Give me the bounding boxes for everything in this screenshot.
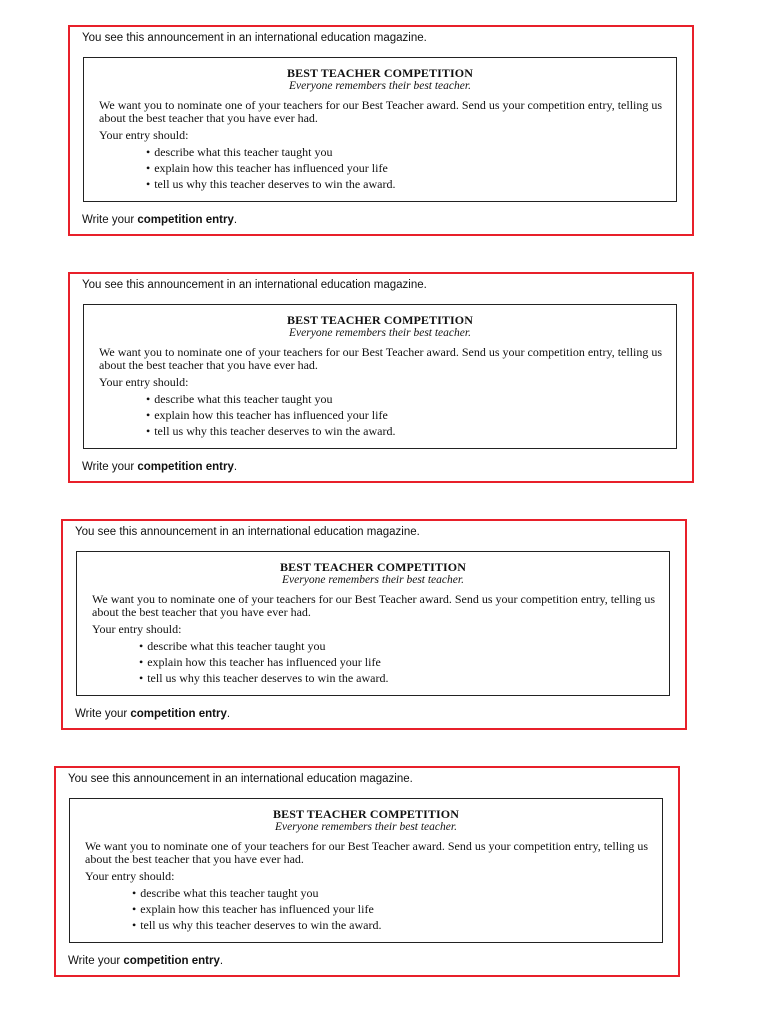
list-item — [132, 901, 381, 917]
entry-label: Your entry should: — [99, 375, 189, 389]
entry-requirements-list — [132, 885, 381, 933]
list-item — [146, 144, 395, 160]
list-item — [146, 160, 395, 176]
instruction-bold: competition entry — [130, 708, 227, 720]
instruction-text — [82, 461, 237, 473]
bullet-icon: • — [132, 918, 137, 932]
competition-body: We want you to nominate one of your teachers for our Best Teacher award. Send us your competition entry, telling us about the best teacher that you have ever had. — [85, 839, 649, 866]
instruction-prefix: Write your — [82, 461, 138, 473]
announcement-box — [83, 304, 677, 449]
entry-label: Your entry should: — [99, 128, 189, 142]
bullet-icon: • — [139, 639, 144, 653]
competition-title: BEST TEACHER COMPETITION — [279, 560, 466, 574]
announcement-box — [83, 57, 677, 202]
bullet-icon: • — [139, 655, 144, 669]
list-item — [139, 654, 388, 670]
entry-requirements-list — [146, 144, 395, 192]
bullet-icon: • — [146, 145, 151, 159]
list-item-text: explain how this teacher has influenced your life — [154, 408, 388, 422]
entry-label: Your entry should: — [92, 622, 182, 636]
entry-requirements-list — [139, 638, 388, 686]
competition-body: We want you to nominate one of your teachers for our Best Teacher award. Send us your competition entry, telling us about the best teacher that you have ever had. — [99, 345, 663, 372]
instruction-bold: competition entry — [137, 214, 234, 226]
competition-title: BEST TEACHER COMPETITION — [272, 807, 459, 821]
intro-text: You see this announcement in an international education magazine. — [75, 526, 420, 538]
intro-text: You see this announcement in an international education magazine. — [68, 773, 413, 785]
list-item — [146, 407, 395, 423]
instruction-suffix: . — [233, 214, 238, 226]
announcement-card-3 — [61, 519, 687, 730]
instruction-text — [82, 214, 237, 226]
announcement-card-1 — [68, 25, 694, 236]
bullet-icon: • — [146, 392, 151, 406]
competition-body: We want you to nominate one of your teachers for our Best Teacher award. Send us your competition entry, telling us about the best teacher that you have ever had. — [99, 98, 663, 125]
instruction-prefix: Write your — [82, 214, 138, 226]
announcement-card-2 — [68, 272, 694, 483]
bullet-icon: • — [139, 671, 144, 685]
list-item-text: describe what this teacher taught you — [154, 392, 333, 406]
competition-title: BEST TEACHER COMPETITION — [286, 66, 473, 80]
list-item-text: tell us why this teacher deserves to win the award. — [154, 424, 396, 438]
list-item-text: describe what this teacher taught you — [140, 886, 319, 900]
list-item-text: explain how this teacher has influenced your life — [140, 902, 374, 916]
instruction-prefix: Write your — [68, 955, 124, 967]
bullet-icon: • — [146, 408, 151, 422]
list-item-text: tell us why this teacher deserves to win the award. — [140, 918, 382, 932]
entry-requirements-list — [146, 391, 395, 439]
instruction-text — [68, 955, 223, 967]
bullet-icon: • — [146, 424, 151, 438]
competition-subtitle: Everyone remembers their best teacher. — [282, 574, 464, 586]
list-item — [132, 917, 381, 933]
announcement-box — [69, 798, 663, 943]
bullet-icon: • — [146, 161, 151, 175]
competition-subtitle: Everyone remembers their best teacher. — [289, 80, 471, 92]
intro-text: You see this announcement in an international education magazine. — [82, 279, 427, 291]
competition-subtitle: Everyone remembers their best teacher. — [275, 821, 457, 833]
announcement-card-4 — [54, 766, 680, 977]
instruction-bold: competition entry — [137, 461, 234, 473]
instruction-prefix: Write your — [75, 708, 131, 720]
competition-title: BEST TEACHER COMPETITION — [286, 313, 473, 327]
bullet-icon: • — [132, 902, 137, 916]
list-item-text: describe what this teacher taught you — [154, 145, 333, 159]
list-item-text: explain how this teacher has influenced your life — [154, 161, 388, 175]
competition-body: We want you to nominate one of your teachers for our Best Teacher award. Send us your competition entry, telling us about the best teacher that you have ever had. — [92, 592, 656, 619]
instruction-bold: competition entry — [123, 955, 220, 967]
instruction-suffix: . — [226, 708, 231, 720]
bullet-icon: • — [132, 886, 137, 900]
list-item-text: tell us why this teacher deserves to win the award. — [147, 671, 389, 685]
list-item — [132, 885, 381, 901]
instruction-suffix: . — [219, 955, 224, 967]
list-item-text: tell us why this teacher deserves to win the award. — [154, 177, 396, 191]
list-item — [146, 176, 395, 192]
competition-subtitle: Everyone remembers their best teacher. — [289, 327, 471, 339]
list-item — [146, 391, 395, 407]
intro-text: You see this announcement in an international education magazine. — [82, 32, 427, 44]
list-item — [146, 423, 395, 439]
instruction-text — [75, 708, 230, 720]
list-item-text: describe what this teacher taught you — [147, 639, 326, 653]
entry-label: Your entry should: — [85, 869, 175, 883]
list-item — [139, 670, 388, 686]
instruction-suffix: . — [233, 461, 238, 473]
bullet-icon: • — [146, 177, 151, 191]
announcement-box — [76, 551, 670, 696]
list-item — [139, 638, 388, 654]
list-item-text: explain how this teacher has influenced your life — [147, 655, 381, 669]
